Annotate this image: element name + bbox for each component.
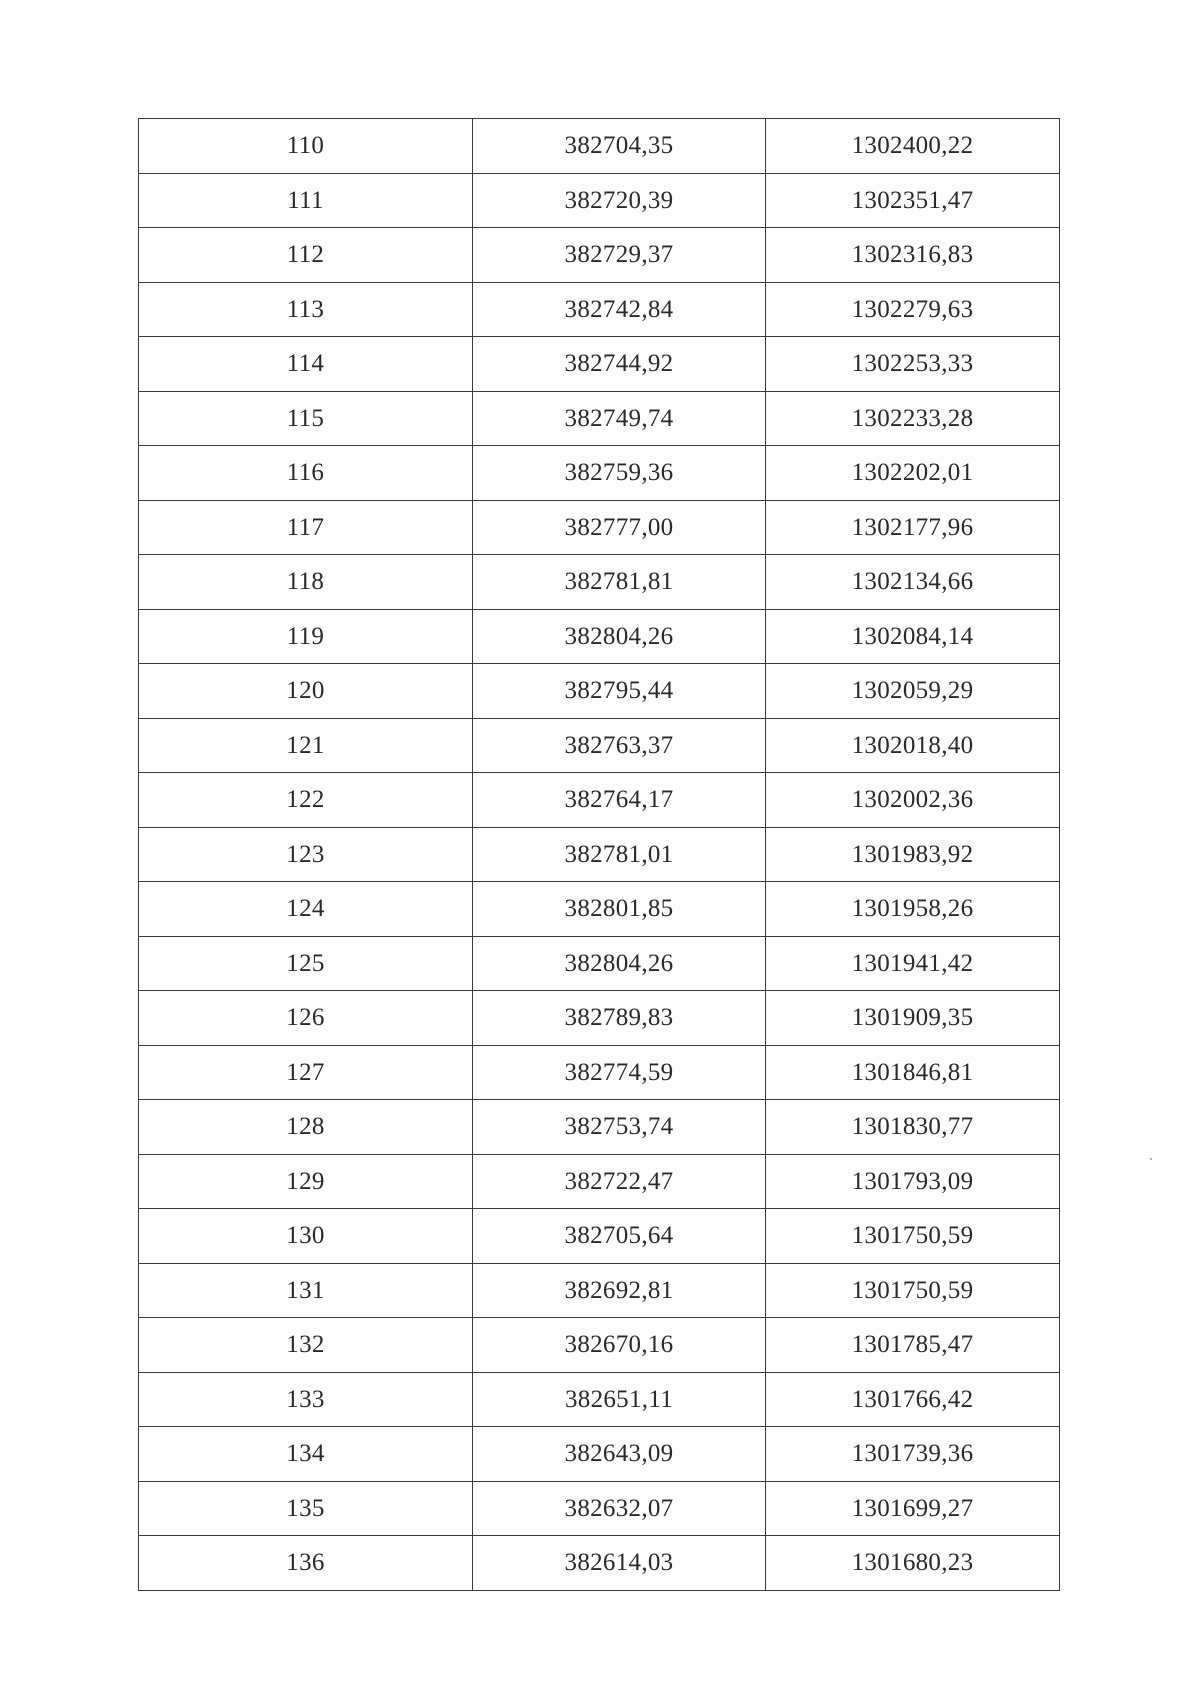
table-row: [139, 1045, 1060, 1100]
y-coordinate-cell: 1302233,28: [766, 391, 1060, 446]
x-coordinate-cell: 382614,03: [473, 1536, 766, 1591]
point-number-cell: 114: [139, 337, 473, 392]
y-coordinate-cell: 1301766,42: [766, 1372, 1060, 1427]
table-row: [139, 173, 1060, 228]
y-coordinate-cell: 1301983,92: [766, 827, 1060, 882]
point-number-cell: 134: [139, 1427, 473, 1482]
point-number-cell: 126: [139, 991, 473, 1046]
table-row: [139, 718, 1060, 773]
x-coordinate-cell: 382705,64: [473, 1209, 766, 1264]
y-coordinate-cell: 1301941,42: [766, 936, 1060, 991]
table-row: [139, 446, 1060, 501]
point-number-cell: 131: [139, 1263, 473, 1318]
x-coordinate-cell: 382753,74: [473, 1100, 766, 1155]
y-coordinate-cell: 1301846,81: [766, 1045, 1060, 1100]
y-coordinate-cell: 1301750,59: [766, 1263, 1060, 1318]
point-number-cell: 117: [139, 500, 473, 555]
point-number-cell: 123: [139, 827, 473, 882]
point-number-cell: 112: [139, 228, 473, 283]
x-coordinate-cell: 382670,16: [473, 1318, 766, 1373]
point-number-cell: 130: [139, 1209, 473, 1264]
y-coordinate-cell: 1301750,59: [766, 1209, 1060, 1264]
x-coordinate-cell: 382742,84: [473, 282, 766, 337]
table-row: [139, 882, 1060, 937]
y-coordinate-cell: 1302084,14: [766, 609, 1060, 664]
table-row: [139, 773, 1060, 828]
point-number-cell: 121: [139, 718, 473, 773]
scan-speck: [1150, 1158, 1152, 1160]
table-row: [139, 337, 1060, 392]
table-row: [139, 609, 1060, 664]
y-coordinate-cell: 1301739,36: [766, 1427, 1060, 1482]
point-number-cell: 133: [139, 1372, 473, 1427]
point-number-cell: 110: [139, 119, 473, 174]
y-coordinate-cell: 1302279,63: [766, 282, 1060, 337]
x-coordinate-cell: 382729,37: [473, 228, 766, 283]
y-coordinate-cell: 1302316,83: [766, 228, 1060, 283]
table-row: [139, 1154, 1060, 1209]
y-coordinate-cell: 1301958,26: [766, 882, 1060, 937]
point-number-cell: 119: [139, 609, 473, 664]
coordinates-table: [138, 118, 1060, 1591]
point-number-cell: 118: [139, 555, 473, 610]
y-coordinate-cell: 1302202,01: [766, 446, 1060, 501]
y-coordinate-cell: 1301699,27: [766, 1481, 1060, 1536]
x-coordinate-cell: 382789,83: [473, 991, 766, 1046]
x-coordinate-cell: 382704,35: [473, 119, 766, 174]
x-coordinate-cell: 382763,37: [473, 718, 766, 773]
point-number-cell: 115: [139, 391, 473, 446]
x-coordinate-cell: 382759,36: [473, 446, 766, 501]
table-row: [139, 555, 1060, 610]
x-coordinate-cell: 382781,81: [473, 555, 766, 610]
table-row: [139, 991, 1060, 1046]
table-row: [139, 1100, 1060, 1155]
y-coordinate-cell: 1302177,96: [766, 500, 1060, 555]
point-number-cell: 128: [139, 1100, 473, 1155]
table-row: [139, 936, 1060, 991]
y-coordinate-cell: 1302351,47: [766, 173, 1060, 228]
point-number-cell: 127: [139, 1045, 473, 1100]
table-row: [139, 1481, 1060, 1536]
x-coordinate-cell: 382804,26: [473, 936, 766, 991]
x-coordinate-cell: 382720,39: [473, 173, 766, 228]
table-row: [139, 827, 1060, 882]
point-number-cell: 120: [139, 664, 473, 719]
point-number-cell: 135: [139, 1481, 473, 1536]
x-coordinate-cell: 382764,17: [473, 773, 766, 828]
y-coordinate-cell: 1301909,35: [766, 991, 1060, 1046]
x-coordinate-cell: 382722,47: [473, 1154, 766, 1209]
y-coordinate-cell: 1301785,47: [766, 1318, 1060, 1373]
x-coordinate-cell: 382777,00: [473, 500, 766, 555]
x-coordinate-cell: 382692,81: [473, 1263, 766, 1318]
point-number-cell: 129: [139, 1154, 473, 1209]
x-coordinate-cell: 382774,59: [473, 1045, 766, 1100]
table-row: [139, 119, 1060, 174]
y-coordinate-cell: 1301830,77: [766, 1100, 1060, 1155]
table-row: [139, 1372, 1060, 1427]
x-coordinate-cell: 382749,74: [473, 391, 766, 446]
table-row: [139, 1536, 1060, 1591]
point-number-cell: 122: [139, 773, 473, 828]
point-number-cell: 124: [139, 882, 473, 937]
table-row: [139, 500, 1060, 555]
table-row: [139, 228, 1060, 283]
y-coordinate-cell: 1302002,36: [766, 773, 1060, 828]
point-number-cell: 136: [139, 1536, 473, 1591]
x-coordinate-cell: 382744,92: [473, 337, 766, 392]
point-number-cell: 113: [139, 282, 473, 337]
y-coordinate-cell: 1302059,29: [766, 664, 1060, 719]
y-coordinate-cell: 1301680,23: [766, 1536, 1060, 1591]
table-row: [139, 1318, 1060, 1373]
x-coordinate-cell: 382651,11: [473, 1372, 766, 1427]
y-coordinate-cell: 1302253,33: [766, 337, 1060, 392]
y-coordinate-cell: 1302134,66: [766, 555, 1060, 610]
table-row: [139, 664, 1060, 719]
table-row: [139, 1427, 1060, 1482]
x-coordinate-cell: 382643,09: [473, 1427, 766, 1482]
x-coordinate-cell: 382804,26: [473, 609, 766, 664]
y-coordinate-cell: 1302400,22: [766, 119, 1060, 174]
point-number-cell: 132: [139, 1318, 473, 1373]
table-row: [139, 391, 1060, 446]
y-coordinate-cell: 1302018,40: [766, 718, 1060, 773]
point-number-cell: 111: [139, 173, 473, 228]
point-number-cell: 125: [139, 936, 473, 991]
x-coordinate-cell: 382801,85: [473, 882, 766, 937]
table-row: [139, 282, 1060, 337]
x-coordinate-cell: 382781,01: [473, 827, 766, 882]
y-coordinate-cell: 1301793,09: [766, 1154, 1060, 1209]
coordinates-table-body: [139, 119, 1060, 1591]
x-coordinate-cell: 382795,44: [473, 664, 766, 719]
x-coordinate-cell: 382632,07: [473, 1481, 766, 1536]
point-number-cell: 116: [139, 446, 473, 501]
table-row: [139, 1209, 1060, 1264]
table-row: [139, 1263, 1060, 1318]
